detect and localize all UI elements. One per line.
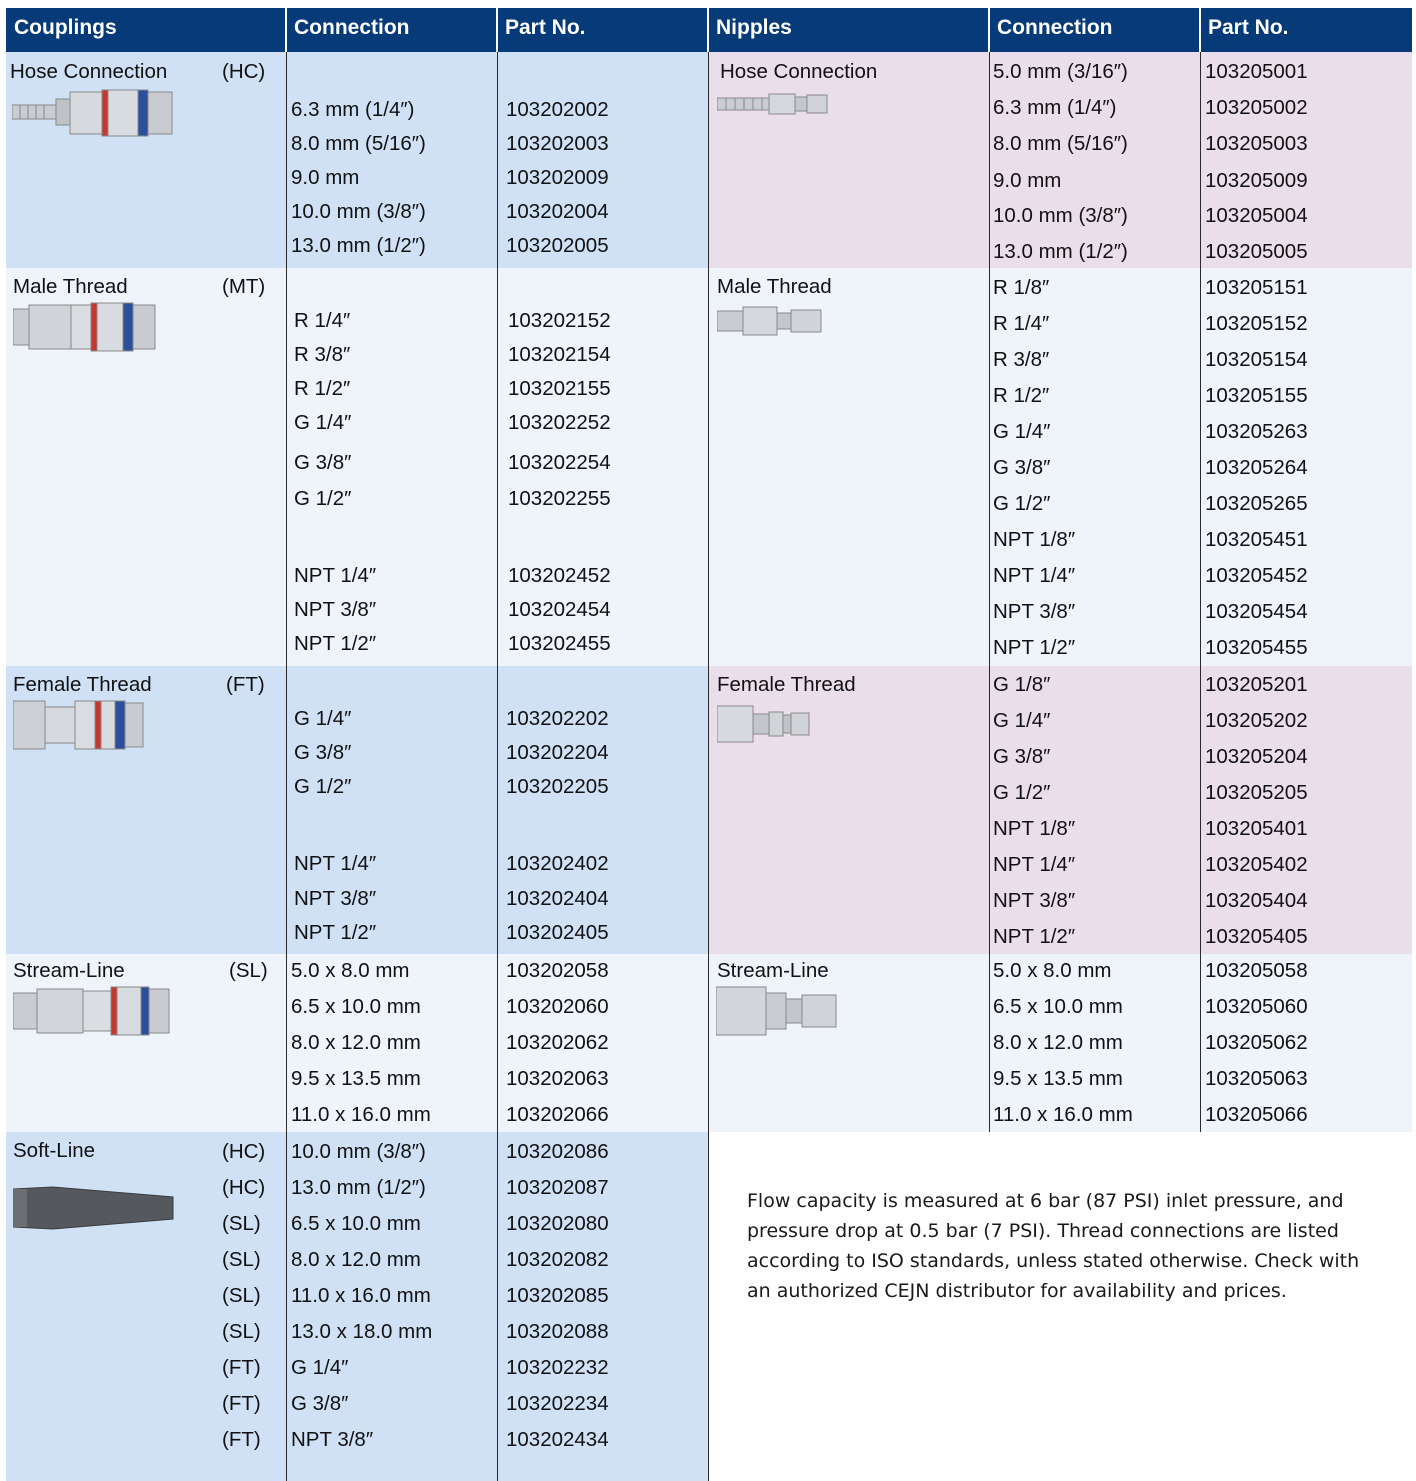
row-part-number: 103202402 (506, 852, 609, 875)
column-divider (286, 52, 287, 1481)
row-part-number: 103202063 (506, 1067, 609, 1090)
left-soft-name: Soft-Line (13, 1139, 96, 1162)
row-part-number: 103202003 (506, 132, 609, 155)
row-connection: NPT 3/8″ (294, 598, 377, 621)
row-connection: R 1/4″ (993, 312, 1050, 335)
row-connection: R 3/8″ (993, 348, 1050, 371)
row-part-number: 103202152 (508, 309, 611, 332)
row-part-number: 103202202 (506, 707, 609, 730)
row-code: (FT) (222, 1392, 261, 1415)
row-part-number: 103202066 (506, 1103, 609, 1126)
row-part-number: 103205060 (1205, 995, 1308, 1018)
header-partno-right: Part No. (1200, 8, 1412, 52)
row-connection: G 3/8″ (294, 741, 352, 764)
row-connection: NPT 1/2″ (294, 632, 377, 655)
row-part-number: 103205063 (1205, 1067, 1308, 1090)
row-code: (SL) (222, 1248, 261, 1271)
row-connection: NPT 1/4″ (993, 564, 1076, 587)
column-divider (708, 52, 709, 1481)
row-part-number: 103202085 (506, 1284, 609, 1307)
row-part-number: 103205062 (1205, 1031, 1308, 1054)
row-part-number: 103202060 (506, 995, 609, 1018)
right-hc-name: Hose Connection (720, 60, 878, 83)
row-part-number: 103205152 (1205, 312, 1308, 335)
row-part-number: 103202452 (508, 564, 611, 587)
row-connection: NPT 1/4″ (993, 853, 1076, 876)
left-hc-code: (HC) (222, 60, 266, 83)
row-part-number: 103202086 (506, 1140, 609, 1163)
row-part-number: 103202254 (508, 451, 611, 474)
row-part-number: 103202002 (506, 98, 609, 121)
row-connection: NPT 1/2″ (294, 921, 377, 944)
row-connection: 13.0 mm (1/2″) (291, 1176, 426, 1199)
row-connection: 13.0 mm (1/2″) (291, 234, 426, 257)
row-connection: 11.0 x 16.0 mm (291, 1284, 431, 1307)
right-hc-band (708, 52, 1412, 268)
row-part-number: 103205401 (1205, 817, 1308, 840)
row-connection: 13.0 x 18.0 mm (291, 1320, 433, 1343)
header-divider (285, 8, 287, 52)
row-part-number: 103202204 (506, 741, 609, 764)
row-part-number: 103205009 (1205, 169, 1308, 192)
header-divider (988, 8, 990, 52)
header-connection-right: Connection (989, 8, 1200, 52)
row-connection: NPT 1/8″ (993, 528, 1076, 551)
row-code: (HC) (222, 1176, 266, 1199)
right-mt-name: Male Thread (717, 275, 832, 298)
row-part-number: 103202155 (508, 377, 611, 400)
row-part-number: 103205201 (1205, 673, 1308, 696)
row-connection: NPT 1/2″ (993, 636, 1076, 659)
coupling-female-thread-icon (13, 697, 145, 753)
row-part-number: 103205005 (1205, 240, 1308, 263)
row-part-number: 103205264 (1205, 456, 1308, 479)
row-part-number: 103205402 (1205, 853, 1308, 876)
left-hc-name: Hose Connection (10, 60, 168, 83)
row-connection: G 1/2″ (294, 487, 352, 510)
left-mt-name: Male Thread (13, 275, 128, 298)
row-part-number: 103205404 (1205, 889, 1308, 912)
row-connection: 8.0 x 12.0 mm (993, 1031, 1123, 1054)
row-part-number: 103205451 (1205, 528, 1308, 551)
row-part-number: 103202082 (506, 1248, 609, 1271)
row-connection: 8.0 x 12.0 mm (291, 1248, 421, 1271)
row-connection: 11.0 x 16.0 mm (993, 1103, 1133, 1126)
row-connection: 13.0 mm (1/2″) (993, 240, 1128, 263)
nipple-hose-icon (717, 91, 829, 117)
row-part-number: 103205202 (1205, 709, 1308, 732)
row-connection: 6.5 x 10.0 mm (291, 995, 421, 1018)
header-divider (496, 8, 498, 52)
row-part-number: 103205405 (1205, 925, 1308, 948)
row-part-number: 103202009 (506, 166, 609, 189)
row-part-number: 103202232 (506, 1356, 609, 1379)
row-connection: NPT 3/8″ (291, 1428, 374, 1451)
row-part-number: 103202005 (506, 234, 609, 257)
row-connection: 10.0 mm (3/8″) (291, 200, 426, 223)
left-ft-code: (FT) (226, 673, 265, 696)
row-code: (FT) (222, 1428, 261, 1451)
row-part-number: 103205263 (1205, 420, 1308, 443)
row-connection: NPT 3/8″ (294, 887, 377, 910)
row-connection: 11.0 x 16.0 mm (291, 1103, 431, 1126)
row-part-number: 103205002 (1205, 96, 1308, 119)
column-divider (497, 52, 498, 1481)
left-sl-code: (SL) (229, 959, 268, 982)
row-connection: 6.3 mm (1/4″) (993, 96, 1117, 119)
row-part-number: 103205452 (1205, 564, 1308, 587)
row-connection: G 1/4″ (993, 420, 1051, 443)
row-code: (SL) (222, 1320, 261, 1343)
row-part-number: 103205454 (1205, 600, 1308, 623)
left-ft-name: Female Thread (13, 673, 152, 696)
row-connection: G 3/8″ (993, 745, 1051, 768)
row-part-number: 103205455 (1205, 636, 1308, 659)
row-code: (HC) (222, 1140, 266, 1163)
coupling-stream-line-icon (13, 983, 171, 1039)
row-part-number: 103202062 (506, 1031, 609, 1054)
row-part-number: 103205058 (1205, 959, 1308, 982)
row-connection: G 1/2″ (993, 781, 1051, 804)
row-connection: R 1/2″ (993, 384, 1050, 407)
row-part-number: 103202058 (506, 959, 609, 982)
right-ft-name: Female Thread (717, 673, 856, 696)
header-divider (707, 8, 709, 52)
row-code: (FT) (222, 1356, 261, 1379)
coupling-male-thread-icon (13, 299, 157, 355)
left-mt-code: (MT) (222, 275, 266, 298)
row-connection: R 1/4″ (294, 309, 351, 332)
header-connection-left: Connection (286, 8, 497, 52)
row-part-number: 103202405 (506, 921, 609, 944)
header-couplings: Couplings (6, 8, 286, 52)
header-divider (1199, 8, 1201, 52)
row-part-number: 103205004 (1205, 204, 1308, 227)
row-part-number: 103202255 (508, 487, 611, 510)
row-connection: 8.0 mm (5/16″) (291, 132, 426, 155)
row-connection: R 3/8″ (294, 343, 351, 366)
row-part-number: 103202087 (506, 1176, 609, 1199)
row-connection: G 1/4″ (993, 709, 1051, 732)
row-part-number: 103205265 (1205, 492, 1308, 515)
nipple-stream-line-icon (716, 985, 838, 1037)
row-connection: G 1/2″ (294, 775, 352, 798)
column-divider (1200, 52, 1201, 1132)
row-connection: 6.5 x 10.0 mm (993, 995, 1123, 1018)
row-connection: NPT 3/8″ (993, 889, 1076, 912)
row-connection: 9.0 mm (993, 169, 1062, 192)
row-connection: G 3/8″ (291, 1392, 349, 1415)
row-part-number: 103205205 (1205, 781, 1308, 804)
row-connection: 5.0 x 8.0 mm (993, 959, 1112, 982)
coupling-soft-line-icon (13, 1183, 175, 1233)
row-connection: NPT 1/2″ (993, 925, 1076, 948)
row-part-number: 103202004 (506, 200, 609, 223)
row-part-number: 103202234 (506, 1392, 609, 1415)
row-code: (SL) (222, 1284, 261, 1307)
row-part-number: 103202404 (506, 887, 609, 910)
row-part-number: 103205204 (1205, 745, 1308, 768)
row-connection: 10.0 mm (3/8″) (291, 1140, 426, 1163)
row-part-number: 103205151 (1205, 276, 1308, 299)
row-connection: 9.5 x 13.5 mm (993, 1067, 1123, 1090)
row-connection: R 1/2″ (294, 377, 351, 400)
nipple-female-thread-icon (717, 704, 811, 744)
row-connection: 5.0 mm (3/16″) (993, 60, 1128, 83)
row-part-number: 103202205 (506, 775, 609, 798)
row-part-number: 103202080 (506, 1212, 609, 1235)
row-part-number: 103205001 (1205, 60, 1308, 83)
row-connection: G 3/8″ (993, 456, 1051, 479)
row-part-number: 103205154 (1205, 348, 1308, 371)
row-connection: 6.3 mm (1/4″) (291, 98, 415, 121)
footnote-text: Flow capacity is measured at 6 bar (87 PSI) inlet pressure, and pressure drop at 0.5 bar (7 PSI). Thread connections are listed according to ISO standards, unless stated otherwise. Check with an authorized CEJN distributor for availability and prices. (747, 1190, 1360, 1302)
nipple-male-thread-icon (717, 305, 823, 337)
row-connection: G 1/4″ (291, 1356, 349, 1379)
row-connection: G 3/8″ (294, 451, 352, 474)
row-connection: 6.5 x 10.0 mm (291, 1212, 421, 1235)
row-part-number: 103202088 (506, 1320, 609, 1343)
header-nipples: Nipples (708, 8, 989, 52)
row-connection: G 1/8″ (993, 673, 1051, 696)
row-connection: 8.0 x 12.0 mm (291, 1031, 421, 1054)
row-connection: NPT 1/8″ (993, 817, 1076, 840)
row-connection: G 1/4″ (294, 707, 352, 730)
row-part-number: 103202434 (506, 1428, 609, 1451)
row-connection: 10.0 mm (3/8″) (993, 204, 1128, 227)
row-part-number: 103205066 (1205, 1103, 1308, 1126)
row-connection: 9.0 mm (291, 166, 360, 189)
column-divider (989, 52, 990, 1132)
row-connection: G 1/2″ (993, 492, 1051, 515)
row-part-number: 103202154 (508, 343, 611, 366)
row-part-number: 103205003 (1205, 132, 1308, 155)
row-part-number: 103202252 (508, 411, 611, 434)
left-sl-name: Stream-Line (13, 959, 125, 982)
row-connection: 8.0 mm (5/16″) (993, 132, 1128, 155)
row-connection: G 1/4″ (294, 411, 352, 434)
row-connection: 9.5 x 13.5 mm (291, 1067, 421, 1090)
row-connection: NPT 3/8″ (993, 600, 1076, 623)
row-part-number: 103202454 (508, 598, 611, 621)
coupling-hose-icon (12, 86, 174, 142)
right-sl-name: Stream-Line (717, 959, 829, 982)
row-connection: NPT 1/4″ (294, 852, 377, 875)
row-part-number: 103202455 (508, 632, 611, 655)
row-connection: 5.0 x 8.0 mm (291, 959, 410, 982)
row-connection: NPT 1/4″ (294, 564, 377, 587)
row-part-number: 103205155 (1205, 384, 1308, 407)
row-connection: R 1/8″ (993, 276, 1050, 299)
header-partno-left: Part No. (497, 8, 708, 52)
row-code: (SL) (222, 1212, 261, 1235)
